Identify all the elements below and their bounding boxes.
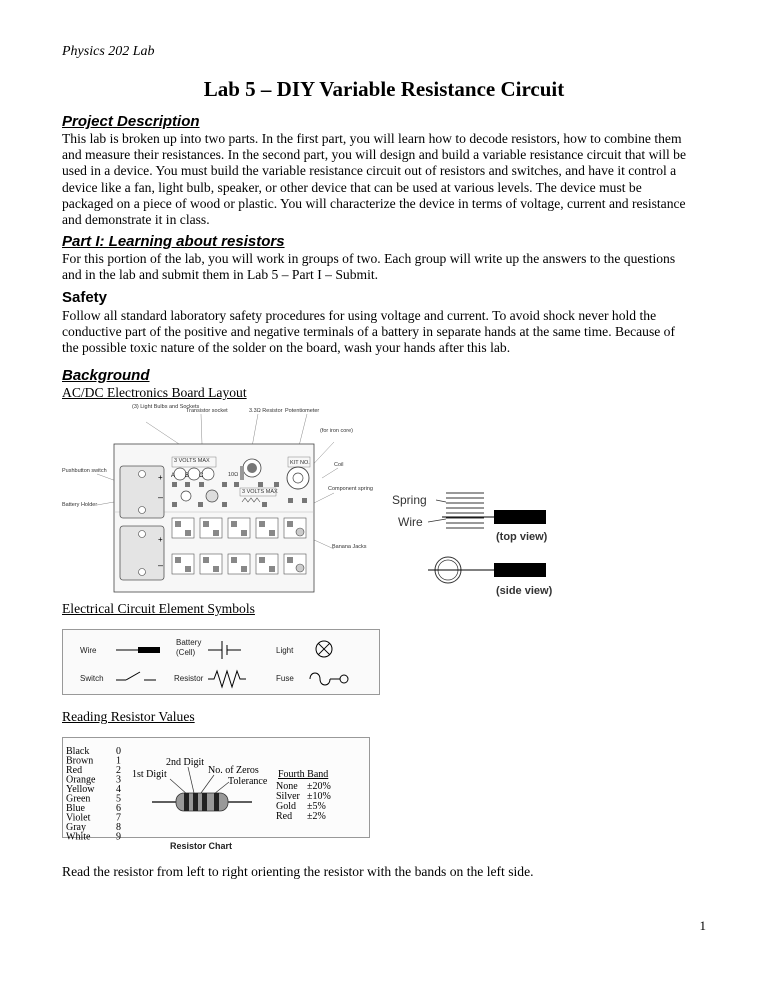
board-inner-label-4: 10Ω <box>228 472 239 478</box>
top-view-label: (top view) <box>496 531 548 543</box>
board-right-label-1: (for iron core) <box>320 428 354 434</box>
label-tolerance: Tolerance <box>228 776 268 787</box>
band-3 <box>202 793 207 811</box>
banana-jack-2 <box>296 564 304 572</box>
background-heading: Background <box>62 367 150 384</box>
safety-text: Follow all standard laboratory safety procedures for using voltage and current. To avoid shock never hold the conductive part of the positive and negative terminals of a battery in separate hands at the same time. Because of the possible toxic nature of the solder on the board, wash your hands after this lab. <box>62 308 676 356</box>
bulb-letter-b: B <box>185 473 190 479</box>
transistor-socket <box>206 490 218 502</box>
board-left-label-2: Battery Holder <box>62 502 98 508</box>
running-header: Physics 202 Lab <box>62 44 155 59</box>
pushbutton <box>181 491 191 501</box>
side-view-label: (side view) <box>496 585 553 597</box>
fourth-band-name-0: None <box>276 781 298 792</box>
symbol-switch-label: Switch <box>80 674 104 683</box>
circuit-symbols-figure <box>62 629 380 695</box>
symbol-wire-label: Wire <box>80 646 97 655</box>
fourth-band-name-3: Red <box>276 811 293 822</box>
label-second-digit: 2nd Digit <box>166 757 205 768</box>
color-7: Violet <box>66 812 91 824</box>
band-2 <box>193 793 198 811</box>
digit-3: 3 <box>116 774 121 786</box>
project-description-heading: Project Description <box>62 113 200 130</box>
part1-heading: Part I: Learning about resistors <box>62 233 285 250</box>
color-8: Gray <box>66 822 86 833</box>
coil <box>287 467 309 489</box>
svg-text:+: + <box>158 535 163 544</box>
board-left-label-1: Pushbutton switch <box>62 468 107 474</box>
color-4: Yellow <box>66 784 95 795</box>
board-inner-label-3: 3 VOLTS MAX <box>242 489 278 495</box>
electronics-board-figure <box>62 402 373 592</box>
svg-text:+: + <box>158 473 163 482</box>
project-description-text: This lab is broken up into two parts. In the first part, you will learn how to decode resistors, how to combine them and measure their resistances. In the second part, you will design and build a variable resistance circuit that will be used in a device. You must build the variable resistance circuit out of resistors and switches, and have it control a device like a fan, light bulb, speaker, or other device that can be used at various levels. The device must be packaged on a piece of wood or plastic. You will characterize the device in terms of voltage, current and resistance and demonstrate it in class. <box>62 131 686 228</box>
wire-top-view <box>494 510 546 524</box>
page-number: 1 <box>699 918 706 933</box>
board-layout-label: AC/DC Electronics Board Layout <box>62 385 247 400</box>
digit-1: 1 <box>116 755 121 767</box>
board-top-label-4: Potentiometer <box>285 408 320 414</box>
digit-4: 4 <box>116 784 121 795</box>
wire-side-view <box>494 563 546 577</box>
fourth-band-value-3: ±2% <box>307 811 326 822</box>
resistor-chart-figure <box>62 737 370 853</box>
safety-heading: Safety <box>62 289 108 306</box>
digit-7: 7 <box>116 812 121 824</box>
symbol-battery-label-2: (Cell) <box>176 648 196 657</box>
board-right-label-4: Banana Jacks <box>332 544 367 550</box>
band-1 <box>184 793 189 811</box>
resistor-chart-caption: Resistor Chart <box>170 841 233 851</box>
board-inner-label-1: 3 VOLTS MAX <box>174 458 210 464</box>
digit-9: 9 <box>116 831 121 843</box>
page-title: Lab 5 – DIY Variable Resistance Circuit <box>203 77 565 101</box>
fourth-band-name-2: Gold <box>276 801 296 812</box>
wire-symbol <box>138 647 160 653</box>
label-first-digit: 1st Digit <box>132 769 167 780</box>
digit-6: 6 <box>116 803 121 814</box>
svg-text:–: – <box>158 492 164 502</box>
digit-8: 8 <box>116 822 121 833</box>
color-9: White <box>66 831 91 843</box>
resistor-values-label: Reading Resistor Values <box>62 709 195 724</box>
fourth-band-value-0: ±20% <box>307 781 331 792</box>
svg-text:–: – <box>158 560 164 570</box>
fourth-band-value-2: ±5% <box>307 801 326 812</box>
color-3: Orange <box>66 774 96 786</box>
wire-label: Wire <box>398 515 423 529</box>
board-inner-label-2: KIT NO. <box>290 460 310 466</box>
digit-0: 0 <box>116 746 121 757</box>
symbol-fuse-label: Fuse <box>276 674 294 683</box>
symbol-light-label: Light <box>276 646 294 655</box>
fourth-band-title: Fourth Band <box>278 769 329 780</box>
banana-jack-1 <box>296 528 304 536</box>
color-0: Black <box>66 746 90 757</box>
symbol-battery-label-1: Battery <box>176 638 202 647</box>
band-4 <box>214 793 219 811</box>
part1-text: For this portion of the lab, you will work in groups of two. Each group will write up the answers to the questions and in the lab and submit them in Lab 5 – Part I – Submit. <box>62 251 676 283</box>
digit-2: 2 <box>116 765 121 776</box>
color-2: Red <box>66 765 83 776</box>
board-top-label-2: Transistor socket <box>186 408 228 414</box>
board-right-label-3: Component spring <box>328 486 373 492</box>
board-right-label-2: Coil <box>334 462 344 468</box>
spring-wire-figure <box>380 484 570 602</box>
instruction-text: Read the resistor from left to right orienting the resistor with the bands on the left side. <box>62 864 534 879</box>
bulb-socket-c <box>202 468 214 480</box>
board-top-label-1: (3) Light Bulbs and Sockets <box>132 404 200 410</box>
symbols-label: Electrical Circuit Element Symbols <box>62 601 255 616</box>
bulb-letter-a: A <box>171 473 176 479</box>
spring-label: Spring <box>392 493 427 507</box>
label-zeros: No. of Zeros <box>208 765 259 776</box>
symbol-resistor-label: Resistor <box>174 674 204 683</box>
color-6: Blue <box>66 803 85 814</box>
digit-5: 5 <box>116 793 121 805</box>
fourth-band-value-1: ±10% <box>307 791 331 802</box>
color-1: Brown <box>66 755 94 767</box>
color-5: Green <box>66 793 91 805</box>
fourth-band-name-1: Silver <box>276 791 300 802</box>
board-top-label-3: 3.3Ω Resistor <box>249 408 283 414</box>
bulb-letter-c: C <box>199 473 204 479</box>
